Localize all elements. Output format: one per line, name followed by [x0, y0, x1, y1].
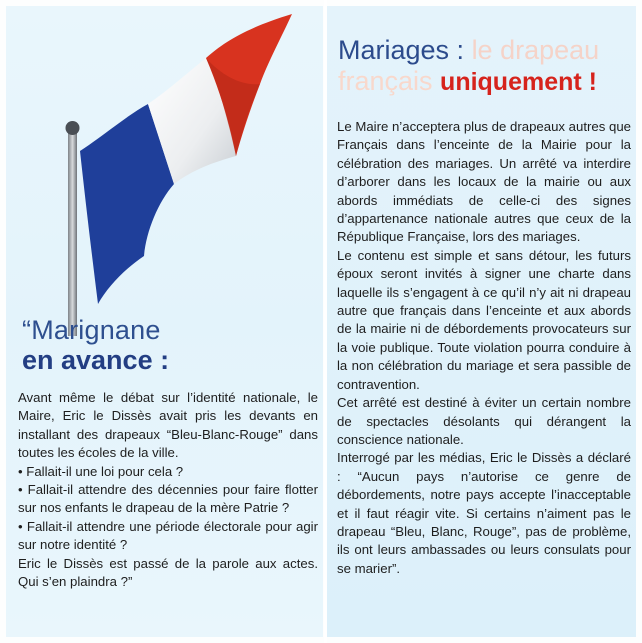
french-flag-illustration	[46, 6, 296, 336]
right-headline-part4: uniquement !	[440, 67, 597, 96]
right-body-text	[337, 118, 631, 578]
left-paragraph: Eric le Dissès est passé de la parole aux actes. Qui s’en plaindra ?”	[18, 555, 318, 590]
left-headline	[22, 316, 317, 375]
left-paragraph: Avant même le débat sur l’identité nationale, le Maire, Eric le Dissès avait pris les devants en installant des drapeaux “Bleu-Blanc-Rouge” dans toutes les écoles de la ville.	[18, 390, 318, 461]
right-headline-part3: français	[338, 65, 441, 96]
right-paragraph: Cet arrêté est destiné à éviter un certain nombre de spectacles désolants qui dérangent la conscience nationale.	[337, 395, 631, 447]
right-paragraph: Le contenu est simple et sans détour, les futurs époux seront invités à signer une charte dans laquelle ils s’engagent à ce qu’il n’y ait ni drapeau autre que français dans l’enceinte et aux abords de la mairie ni de débordements provocateurs sur la voie publique. Toute violation pourra conduire à la non célébration du mariage et sera passible de contravention.	[337, 247, 631, 392]
left-body-text	[18, 389, 318, 591]
left-headline-line2: en avance :	[22, 345, 170, 376]
right-article	[327, 6, 636, 637]
left-bullet: • Fallait-il attendre une période électorale pour agir sur notre identité ?	[18, 518, 318, 553]
left-article	[6, 6, 323, 637]
left-bullet: • Fallait-il attendre des décennies pour faire flotter sur nos enfants le drapeau de la mère Patrie ?	[18, 482, 318, 516]
flag-pole	[68, 128, 77, 336]
right-paragraph: Interrogé par les médias, Eric le Dissès a déclaré : “Aucun pays n’autorise ce genre de débordements, notre pays accepte l’inacceptable et il faut réagir vite. Si certains n’aiment pas le drapeau “Bleu, Blanc, Rouge”, pas de problème, ils ont leurs ambassades ou leurs consulats pour se marier”.	[337, 450, 631, 576]
pole-finial	[66, 121, 80, 135]
left-bullet: • Fallait-il une loi pour cela ?	[18, 463, 184, 479]
left-headline-line1: “Marignane	[22, 315, 161, 345]
right-headline-part1: Mariages :	[338, 35, 472, 65]
right-headline	[338, 35, 634, 96]
right-paragraph: Le Maire n’acceptera plus de drapeaux autres que Français dans l’enceinte de la Mairie pour la célébration des mariages. Un arrêté va interdire d’arborer dans les locaux de la mairie ou aux abords immédiats de celle-ci des signes d’appartenance nationale autres que ceux de la République Française, lors des mariages.	[337, 119, 631, 245]
right-headline-part2: le drapeau	[471, 35, 600, 65]
